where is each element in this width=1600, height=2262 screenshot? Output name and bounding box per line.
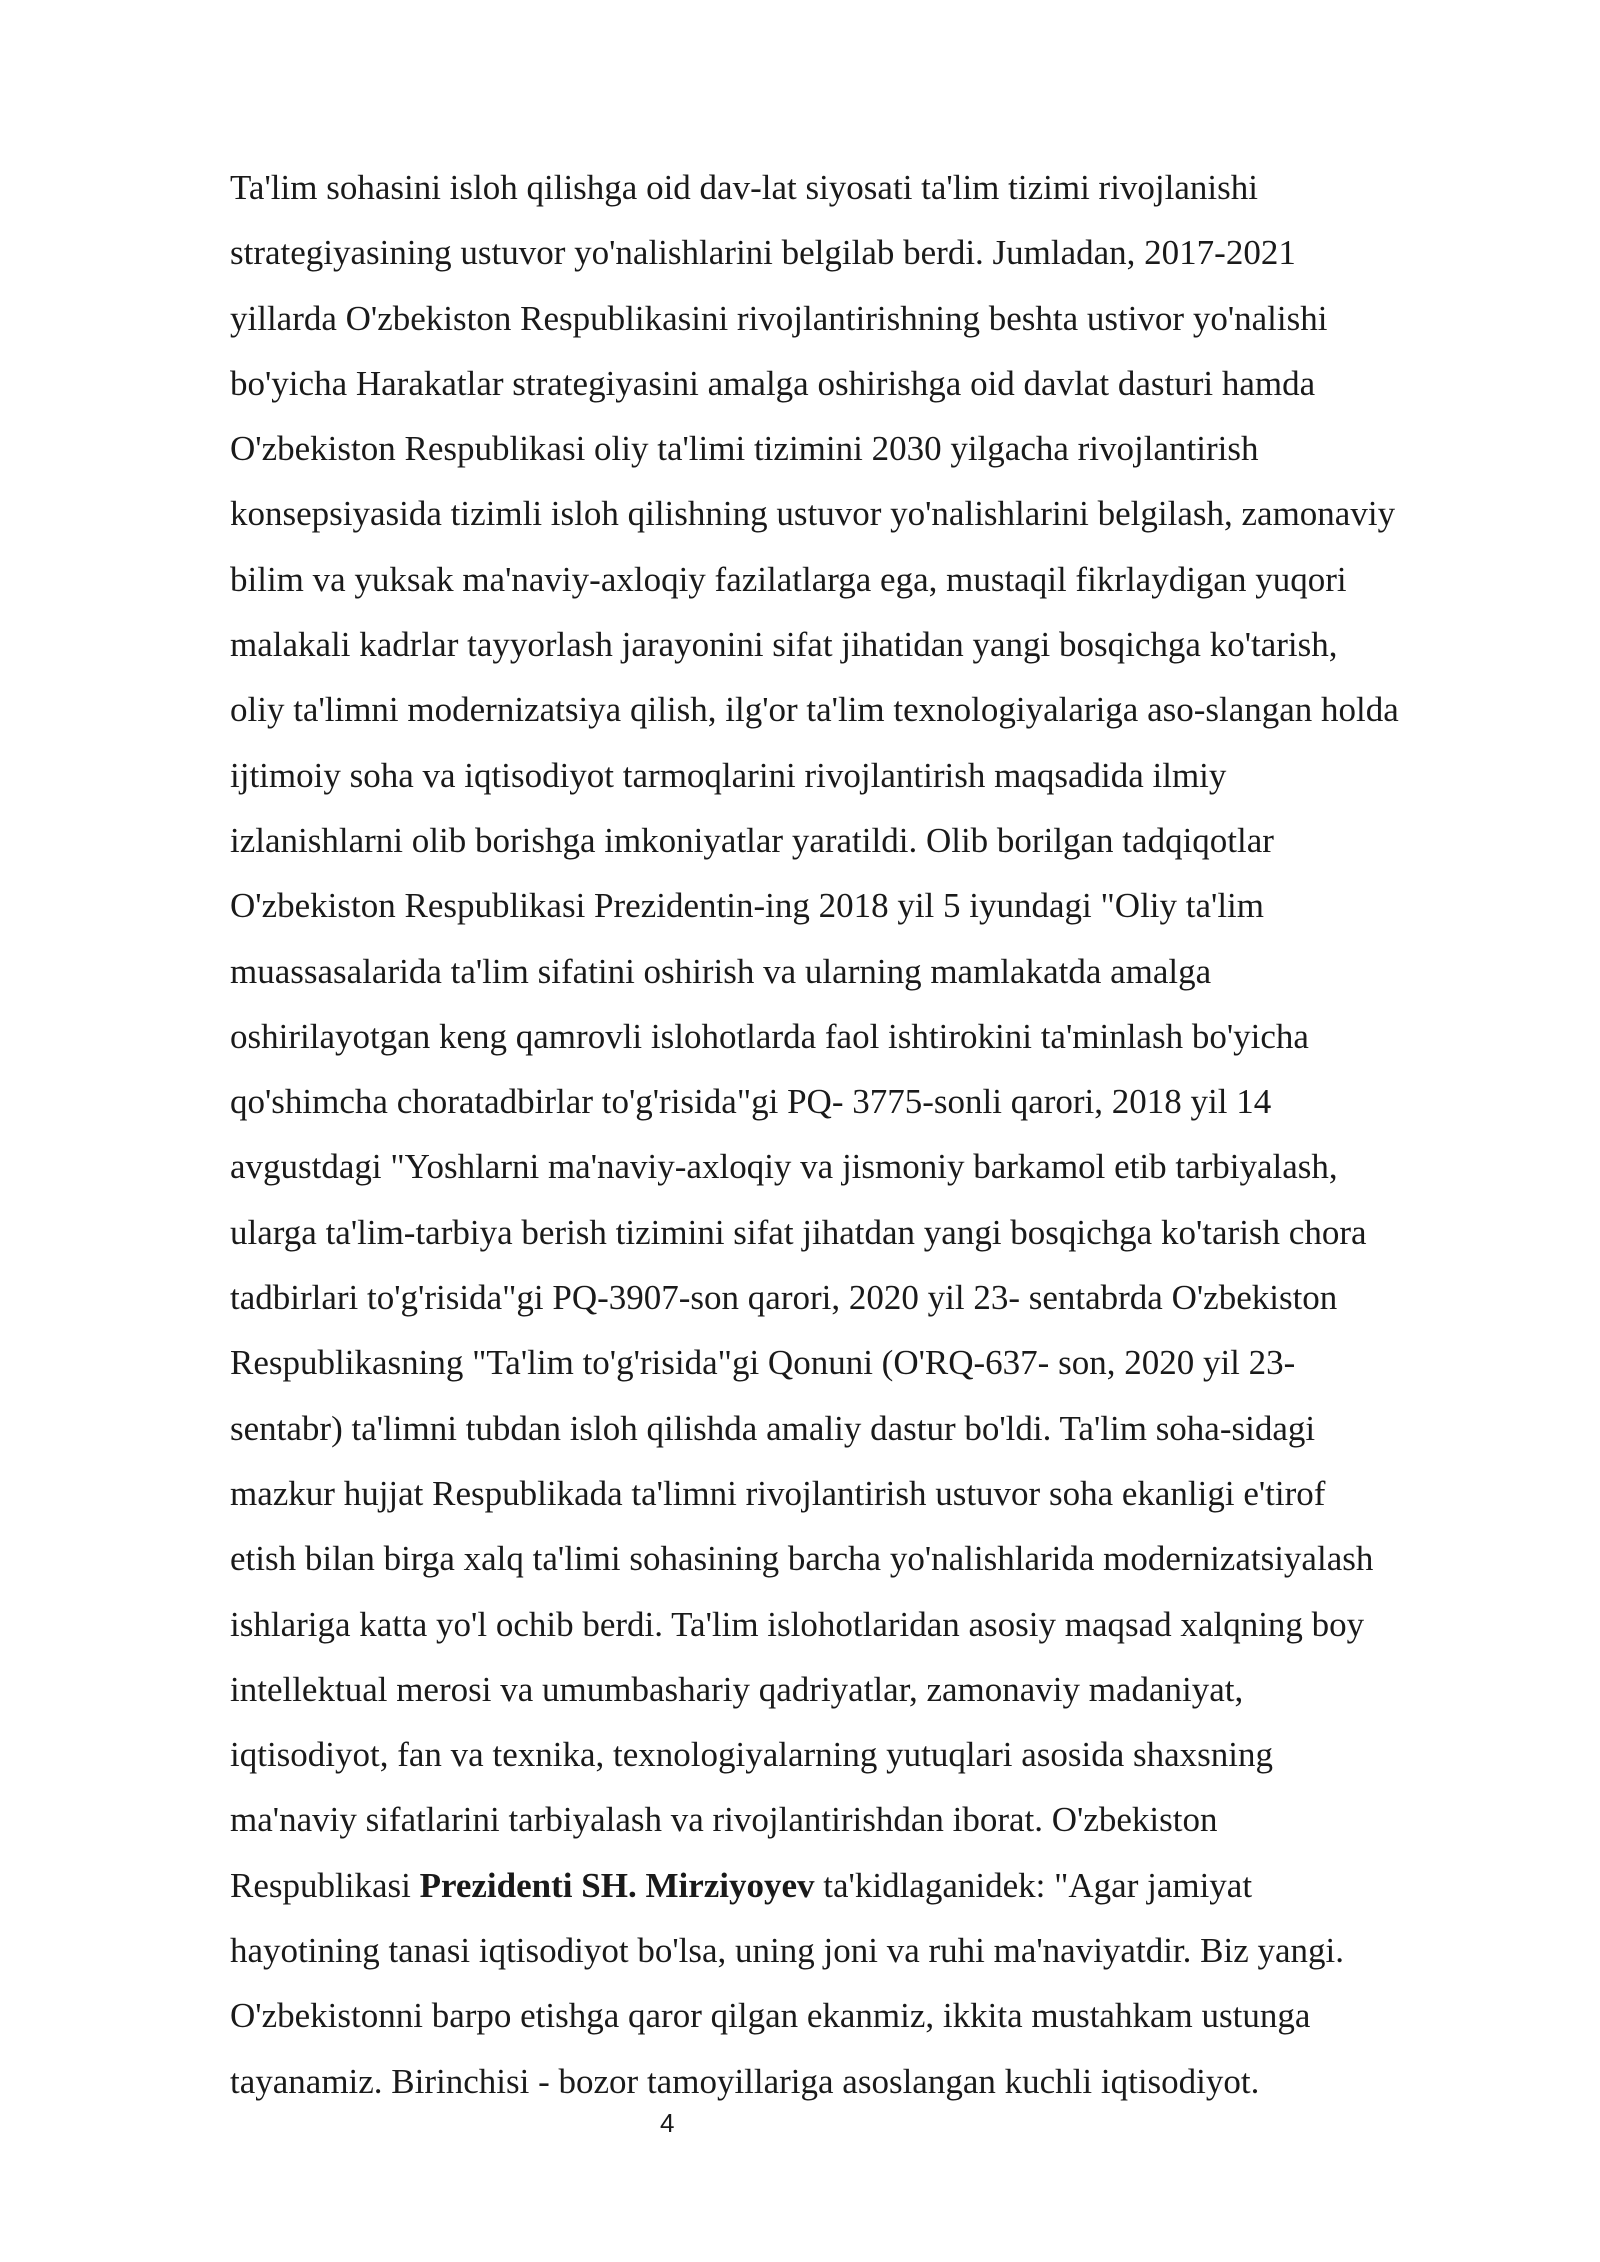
text-line: iqtisodiyot, fan va texnika, texnologiyalarning yutuqlari asosida shaxsning <box>230 1735 1274 1775</box>
text-line: intellektual merosi va umumbashariy qadriyatlar, zamonaviy madaniyat, <box>230 1669 1244 1709</box>
text-line: yillarda O'zbekiston Respublikasini rivojlantirishning beshta ustivor yo'nalishi <box>230 298 1328 338</box>
text-line: bo'yicha Harakatlar strategiyasini amalga oshirishga oid davlat dasturi hamda <box>230 363 1316 403</box>
text-line: avgustdagi "Yoshlarni ma'naviy-axloqiy va jismoniy barkamol etib tarbiyalash, <box>230 1147 1338 1187</box>
bold-name-text: Prezidenti SH. Mirziyoyev <box>419 1865 815 1905</box>
text-line: O'zbekiston Respublikasi Prezidentin-ing 2018 yil 5 iyundagi "Oliy ta'lim <box>230 886 1265 926</box>
text-line: malakali kadrlar tayyorlash jarayonini sifat jihatidan yangi bosqichga ko'tarish, <box>230 625 1338 665</box>
text-line: ijtimoiy soha va iqtisodiyot tarmoqlarini rivojlantirish maqsadida ilmiy <box>230 755 1227 795</box>
text-line-with-bold <box>230 1853 1530 1918</box>
line-text-after-bold: ta'kidlaganidek: "Agar jamiyat <box>814 1865 1253 1905</box>
text-line: mazkur hujjat Respublikada ta'limni rivojlantirish ustuvor soha ekanligi e'tirof <box>230 1473 1326 1513</box>
text-line: etish bilan birga xalq ta'limi sohasining barcha yo'nalishlarida modernizatsiyalash <box>230 1539 1374 1579</box>
text-line: tadbirlari to'g'risida"gi PQ-3907-son qarori, 2020 yil 23- sentabrda O'zbekiston <box>230 1278 1338 1318</box>
text-line: bilim va yuksak ma'naviy-axloqiy fazilatlarga ega, mustaqil fikrlaydigan yuqori <box>230 559 1347 599</box>
text-line: ma'naviy sifatlarini tarbiyalash va rivojlantirishdan iborat. O'zbekiston <box>230 1800 1218 1840</box>
text-line: konsepsiyasida tizimli isloh qilishning ustuvor yo'nalishlarini belgilash, zamonaviy <box>230 494 1396 534</box>
text-line: O'zbekiston Respublikasi oliy ta'limi tizimini 2030 yilgacha rivojlantirish <box>230 429 1259 469</box>
text-line: ishlariga katta yo'l ochib berdi. Ta'lim islohotlaridan asosiy maqsad xalqning boy <box>230 1604 1365 1644</box>
text-line: oshirilayotgan keng qamrovli islohotlarda faol ishtirokini ta'minlash bo'yicha <box>230 1016 1309 1056</box>
text-line: oliy ta'limni modernizatsiya qilish, ilg'or ta'lim texnologiyalariga aso-slangan holda <box>230 690 1399 730</box>
text-line: hayotining tanasi iqtisodiyot bo'lsa, uning joni va ruhi ma'naviyatdir. Biz yangi. <box>230 1931 1345 1971</box>
text-line: izlanishlarni olib borishga imkoniyatlar yaratildi. Olib borilgan tadqiqotlar <box>230 820 1274 860</box>
text-line: Respublikasning "Ta'lim to'g'risida"gi Qonuni (O'RQ-637- son, 2020 yil 23- <box>230 1343 1296 1383</box>
line-text-before-bold: Respublikasi <box>230 1865 420 1905</box>
text-line: sentabr) ta'limni tubdan isloh qilishda amaliy dastur bo'ldi. Ta'lim soha-sidagi <box>230 1408 1316 1448</box>
page-number: 4 <box>660 2108 675 2138</box>
text-line: tayanamiz. Birinchisi - bozor tamoyillariga asoslangan kuchli iqtisodiyot. <box>230 2061 1260 2101</box>
text-line: ularga ta'lim-tarbiya berish tizimini sifat jihatdan yangi bosqichga ko'tarish chora <box>230 1212 1367 1252</box>
body-paragraph <box>230 155 1530 2114</box>
text-line: muassasalarida ta'lim sifatini oshirish va ularning mamlakatda amalga <box>230 951 1212 991</box>
text-line: qo'shimcha choratadbirlar to'g'risida"gi PQ- 3775-sonli qarori, 2018 yil 14 <box>230 1082 1272 1122</box>
text-line: strategiyasining ustuvor yo'nalishlarini belgilab berdi. Jumladan, 2017-2021 <box>230 233 1296 273</box>
text-line: O'zbekistonni barpo etishga qaror qilgan ekanmiz, ikkita mustahkam ustunga <box>230 1996 1311 2036</box>
text-line: Ta'lim sohasini isloh qilishga oid dav-lat siyosati ta'lim tizimi rivojlanishi <box>230 168 1258 207</box>
